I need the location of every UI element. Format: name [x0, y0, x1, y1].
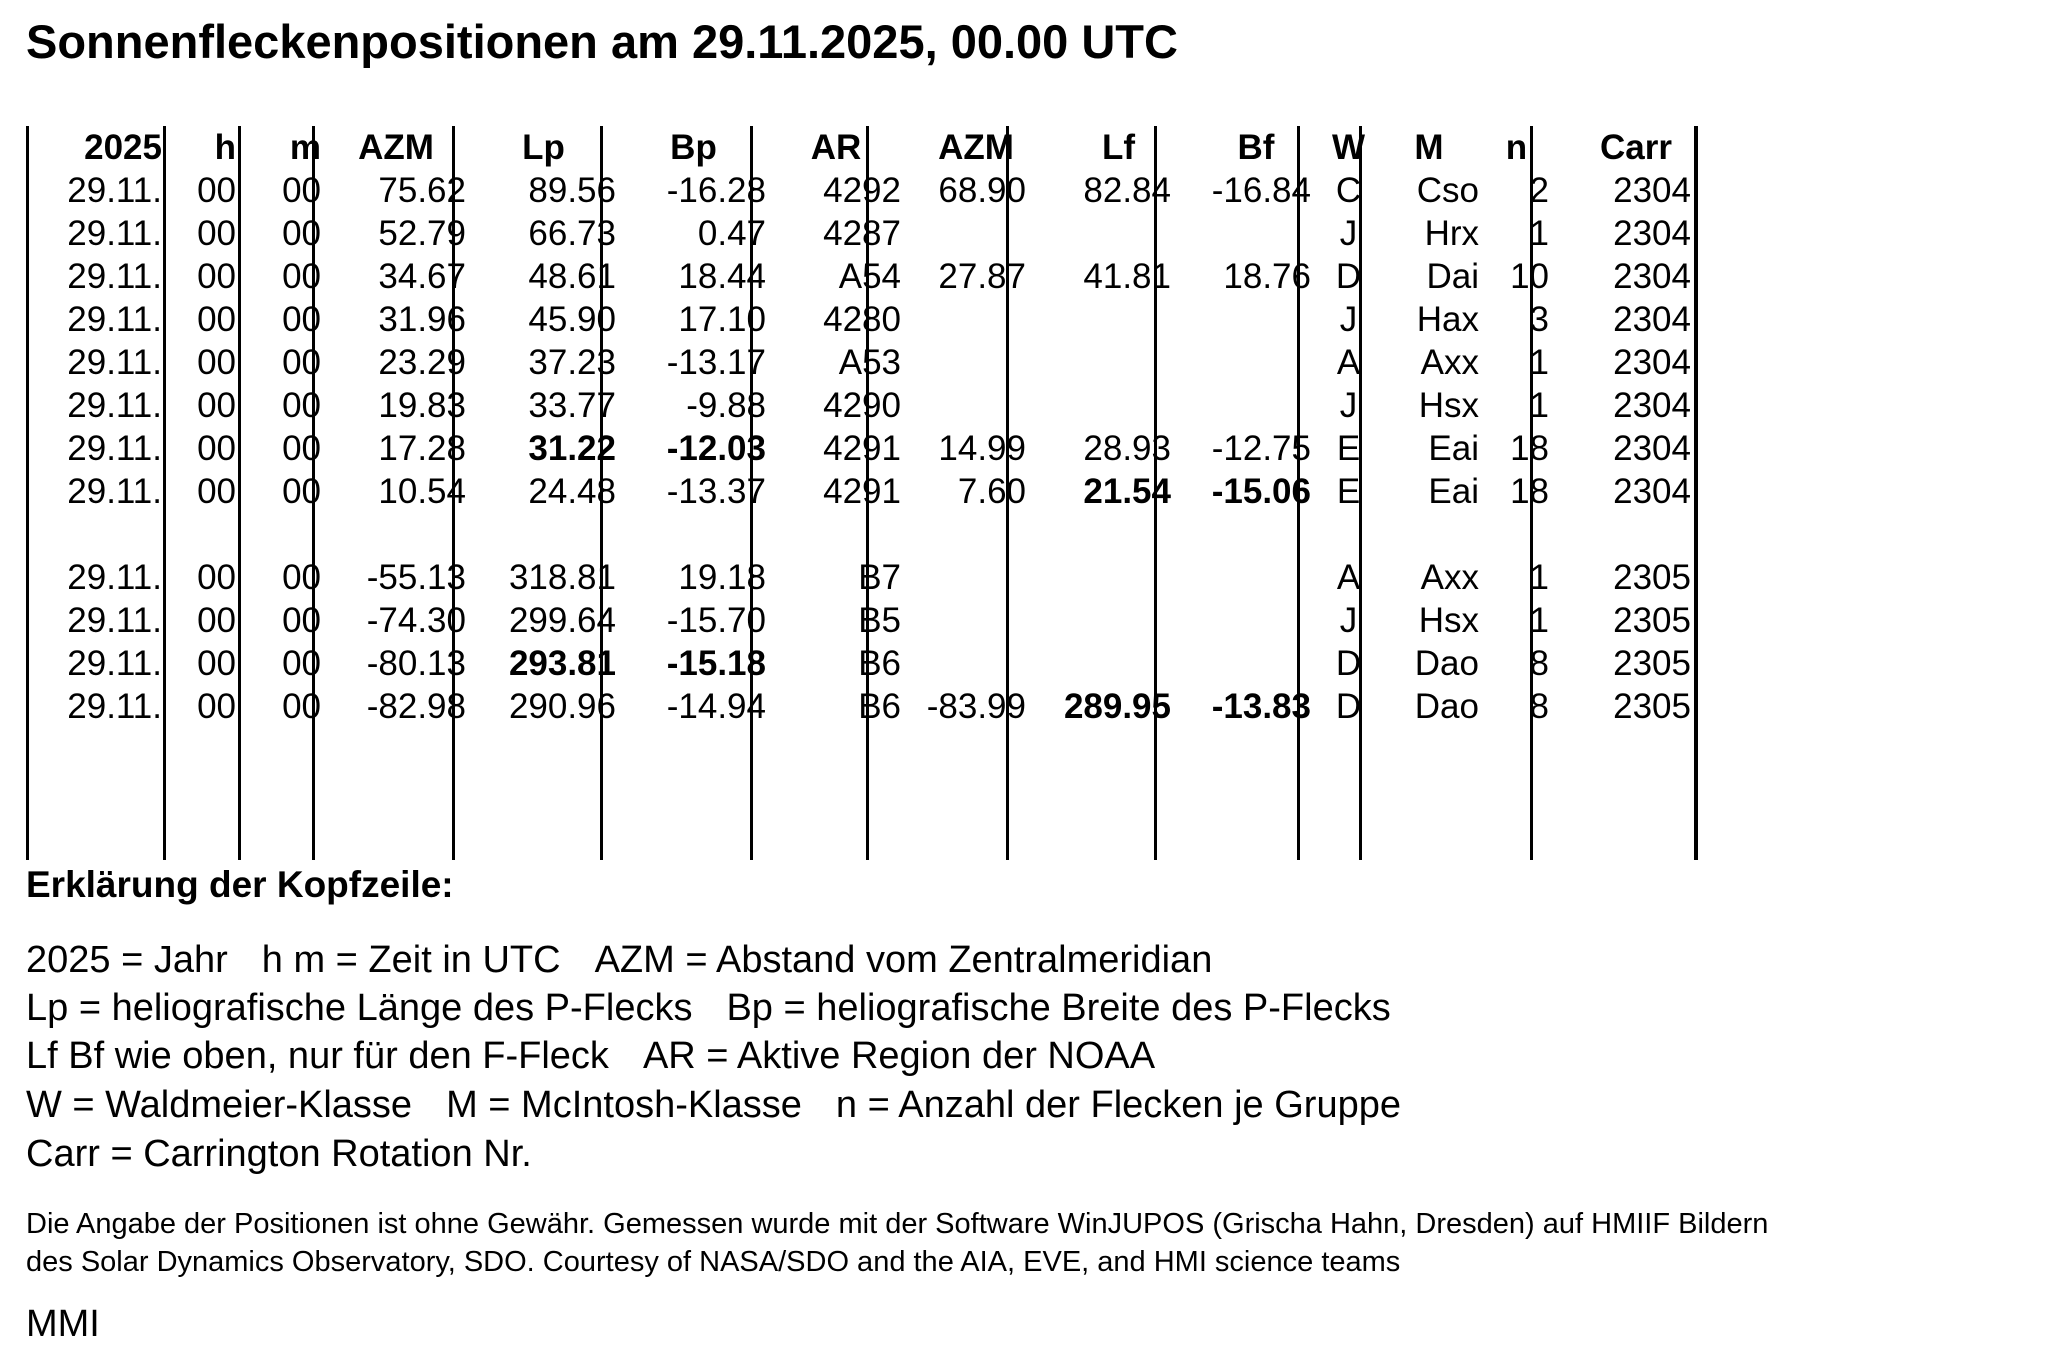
sunspot-table — [26, 126, 1706, 860]
cell-waldmeier: E — [1336, 472, 1361, 511]
explanation-line — [26, 1130, 532, 1178]
cell-carr: 2304 — [1613, 343, 1691, 382]
cell-carr: 2304 — [1613, 386, 1691, 425]
cell-ar: B6 — [858, 644, 901, 683]
cell-n: 18 — [1510, 472, 1549, 511]
cell-carr: 2304 — [1613, 300, 1691, 339]
header-year: 2025 — [84, 128, 162, 167]
cell-waldmeier: J — [1339, 601, 1358, 640]
cell-carr: 2304 — [1613, 257, 1691, 296]
cell-year: 29.11. — [67, 429, 162, 468]
cell-mcintosh: Hrx — [1424, 214, 1479, 253]
cell-hour: 00 — [197, 214, 236, 253]
header-minute: m — [289, 128, 321, 167]
cell-azm-p: 19.83 — [378, 386, 466, 425]
cell-ar: 4292 — [823, 171, 901, 210]
cell-carr: 2305 — [1613, 558, 1691, 597]
explanation-entry: M = McIntosh-Klasse — [446, 1084, 802, 1126]
cell-azm-f: 14.99 — [938, 429, 1026, 468]
cell-n: 18 — [1510, 429, 1549, 468]
cell-mcintosh: Axx — [1420, 558, 1479, 597]
cell-bf: 18.76 — [1223, 257, 1311, 296]
cell-bp: -12.03 — [666, 429, 766, 468]
cell-carr: 2305 — [1613, 687, 1691, 726]
cell-azm-p: -74.30 — [366, 601, 466, 640]
cell-year: 29.11. — [67, 171, 162, 210]
header-azm-f: AZM — [938, 128, 1014, 167]
cell-azm-p: -82.98 — [366, 687, 466, 726]
cell-azm-p: 75.62 — [378, 171, 466, 210]
cell-minute: 00 — [282, 300, 321, 339]
header-lf: Lf — [1101, 128, 1136, 167]
cell-year: 29.11. — [67, 386, 162, 425]
cell-bp: 19.18 — [678, 558, 766, 597]
cell-waldmeier: D — [1335, 644, 1362, 683]
cell-hour: 00 — [197, 472, 236, 511]
cell-bf: -13.83 — [1211, 687, 1311, 726]
cell-year: 29.11. — [67, 343, 162, 382]
cell-hour: 00 — [197, 558, 236, 597]
cell-waldmeier: J — [1339, 214, 1358, 253]
cell-n: 1 — [1529, 343, 1549, 382]
cell-year: 29.11. — [67, 558, 162, 597]
header-bf: Bf — [1237, 128, 1275, 167]
cell-mcintosh: Cso — [1416, 171, 1479, 210]
cell-n: 8 — [1529, 644, 1549, 683]
header-lp: Lp — [522, 128, 565, 167]
disclaimer-line: des Solar Dynamics Observatory, SDO. Courtesy of NASA/SDO and the AIA, EVE, and HMI science teams — [26, 1246, 1401, 1278]
cell-lp: 24.48 — [528, 472, 616, 511]
explanation-line — [26, 1032, 1155, 1080]
cell-azm-p: 23.29 — [378, 343, 466, 382]
header-azm-p: AZM — [358, 128, 434, 167]
cell-bp: -14.94 — [666, 687, 766, 726]
cell-mcintosh: Axx — [1420, 343, 1479, 382]
cell-azm-p: 17.28 — [378, 429, 466, 468]
cell-bp: 0.47 — [697, 214, 766, 253]
header-hour: h — [214, 128, 236, 167]
explanation-entry: Carr = Carrington Rotation Nr. — [26, 1133, 532, 1175]
cell-hour: 00 — [197, 429, 236, 468]
explanation-heading: Erklärung der Kopfzeile: — [26, 864, 454, 905]
cell-lp: 45.90 — [528, 300, 616, 339]
cell-minute: 00 — [282, 429, 321, 468]
cell-lp: 31.22 — [528, 429, 616, 468]
cell-minute: 00 — [282, 386, 321, 425]
table-column-rule — [1694, 126, 1698, 860]
cell-mcintosh: Hsx — [1418, 601, 1479, 640]
cell-ar: B7 — [858, 558, 901, 597]
cell-ar: B6 — [858, 687, 901, 726]
cell-azm-f: 68.90 — [938, 171, 1026, 210]
cell-lp: 293.81 — [508, 644, 616, 683]
cell-n: 1 — [1529, 558, 1549, 597]
cell-minute: 00 — [282, 171, 321, 210]
cell-waldmeier: E — [1336, 429, 1361, 468]
header-carr: Carr — [1600, 128, 1672, 167]
explanation-entry: h m = Zeit in UTC — [261, 939, 561, 981]
cell-lp: 290.96 — [508, 687, 616, 726]
cell-carr: 2304 — [1613, 429, 1691, 468]
cell-hour: 00 — [197, 257, 236, 296]
cell-azm-p: 52.79 — [378, 214, 466, 253]
explanation-entry: W = Waldmeier-Klasse — [26, 1084, 413, 1126]
cell-lp: 37.23 — [528, 343, 616, 382]
cell-bp: -16.28 — [666, 171, 766, 210]
cell-year: 29.11. — [67, 472, 162, 511]
cell-year: 29.11. — [67, 687, 162, 726]
cell-waldmeier: D — [1335, 257, 1362, 296]
cell-lf: 28.93 — [1083, 429, 1171, 468]
cell-minute: 00 — [282, 687, 321, 726]
cell-bf: -16.84 — [1211, 171, 1311, 210]
cell-hour: 00 — [197, 343, 236, 382]
cell-carr: 2304 — [1613, 171, 1691, 210]
cell-waldmeier: J — [1339, 300, 1358, 339]
cell-bp: -13.17 — [666, 343, 766, 382]
cell-n: 2 — [1529, 171, 1549, 210]
cell-year: 29.11. — [67, 601, 162, 640]
cell-ar: 4290 — [823, 386, 901, 425]
cell-waldmeier: C — [1335, 171, 1362, 210]
cell-lp: 89.56 — [528, 171, 616, 210]
cell-lf: 21.54 — [1083, 472, 1171, 511]
cell-bp: -15.18 — [666, 644, 766, 683]
page-title: Sonnenfleckenpositionen am 29.11.2025, 00.00 UTC — [26, 15, 1178, 68]
explanation-line — [26, 936, 1212, 984]
cell-azm-p: 31.96 — [378, 300, 466, 339]
cell-n: 3 — [1529, 300, 1549, 339]
cell-ar: 4287 — [823, 214, 901, 253]
cell-azm-p: 10.54 — [378, 472, 466, 511]
cell-year: 29.11. — [67, 214, 162, 253]
cell-bf: -12.75 — [1211, 429, 1311, 468]
cell-minute: 00 — [282, 257, 321, 296]
cell-minute: 00 — [282, 558, 321, 597]
cell-lp: 66.73 — [528, 214, 616, 253]
cell-hour: 00 — [197, 601, 236, 640]
cell-mcintosh: Hax — [1416, 300, 1479, 339]
cell-bp: -13.37 — [666, 472, 766, 511]
explanation-entry: AR = Aktive Region der NOAA — [642, 1035, 1156, 1077]
cell-bp: -9.88 — [686, 386, 766, 425]
cell-mcintosh: Eai — [1428, 429, 1479, 468]
cell-bp: 18.44 — [678, 257, 766, 296]
cell-minute: 00 — [282, 472, 321, 511]
explanation-entry: n = Anzahl der Flecken je Gruppe — [835, 1084, 1401, 1126]
cell-minute: 00 — [282, 601, 321, 640]
cell-mcintosh: Dai — [1426, 257, 1479, 296]
cell-lp: 299.64 — [508, 601, 616, 640]
cell-waldmeier: A — [1336, 343, 1361, 382]
author-signature: MMI — [26, 1303, 100, 1345]
cell-azm-p: 34.67 — [378, 257, 466, 296]
cell-mcintosh: Dao — [1414, 687, 1479, 726]
cell-bf: -15.06 — [1211, 472, 1311, 511]
cell-ar: 4291 — [823, 429, 901, 468]
cell-lp: 318.81 — [508, 558, 616, 597]
disclaimer-line: Die Angabe der Positionen ist ohne Gewähr. Gemessen wurde mit der Software WinJUPOS (Grischa Hahn, Dresden) auf HMIIF Bildern — [26, 1208, 1769, 1240]
cell-azm-p: -80.13 — [366, 644, 466, 683]
cell-year: 29.11. — [67, 257, 162, 296]
cell-azm-f: -83.99 — [926, 687, 1026, 726]
cell-minute: 00 — [282, 644, 321, 683]
cell-lf: 41.81 — [1083, 257, 1171, 296]
cell-ar: 4291 — [823, 472, 901, 511]
cell-lp: 33.77 — [528, 386, 616, 425]
cell-n: 1 — [1529, 214, 1549, 253]
cell-hour: 00 — [197, 171, 236, 210]
cell-mcintosh: Eai — [1428, 472, 1479, 511]
explanation-entry: AZM = Abstand vom Zentralmeridian — [594, 939, 1213, 981]
cell-lp: 48.61 — [528, 257, 616, 296]
explanation-entry: Lf Bf wie oben, nur für den F-Fleck — [26, 1035, 609, 1077]
cell-azm-f: 27.87 — [938, 257, 1026, 296]
cell-lf: 289.95 — [1063, 687, 1171, 726]
cell-ar: B5 — [858, 601, 901, 640]
header-ar: AR — [810, 128, 862, 167]
explanation-entry: Bp = heliografische Breite des P-Flecks — [726, 987, 1391, 1029]
cell-azm-p: -55.13 — [366, 558, 466, 597]
header-mcintosh: M — [1414, 128, 1444, 167]
cell-minute: 00 — [282, 343, 321, 382]
cell-waldmeier: D — [1335, 687, 1362, 726]
cell-ar: A53 — [838, 343, 901, 382]
cell-bp: -15.70 — [666, 601, 766, 640]
cell-carr: 2305 — [1613, 644, 1691, 683]
cell-ar: 4280 — [823, 300, 901, 339]
explanation-line — [26, 984, 1391, 1032]
explanation-entry: 2025 = Jahr — [26, 939, 228, 981]
header-waldmeier: W — [1331, 128, 1366, 167]
cell-hour: 00 — [197, 687, 236, 726]
explanation-entry: Lp = heliografische Länge des P-Flecks — [26, 987, 693, 1029]
cell-azm-f: 7.60 — [957, 472, 1026, 511]
cell-year: 29.11. — [67, 644, 162, 683]
cell-minute: 00 — [282, 214, 321, 253]
cell-bp: 17.10 — [678, 300, 766, 339]
header-n: n — [1505, 128, 1528, 167]
cell-mcintosh: Hsx — [1418, 386, 1479, 425]
cell-ar: A54 — [838, 257, 901, 296]
cell-n: 1 — [1529, 601, 1549, 640]
cell-lf: 82.84 — [1083, 171, 1171, 210]
cell-waldmeier: J — [1339, 386, 1358, 425]
cell-waldmeier: A — [1336, 558, 1361, 597]
cell-carr: 2304 — [1613, 214, 1691, 253]
header-bp: Bp — [670, 128, 717, 167]
explanation-line — [26, 1081, 1401, 1129]
cell-n: 8 — [1529, 687, 1549, 726]
cell-hour: 00 — [197, 300, 236, 339]
cell-n: 10 — [1510, 257, 1549, 296]
cell-carr: 2304 — [1613, 472, 1691, 511]
table-column-rule — [26, 126, 29, 860]
cell-n: 1 — [1529, 386, 1549, 425]
cell-carr: 2305 — [1613, 601, 1691, 640]
cell-hour: 00 — [197, 644, 236, 683]
cell-mcintosh: Dao — [1414, 644, 1479, 683]
cell-year: 29.11. — [67, 300, 162, 339]
cell-hour: 00 — [197, 386, 236, 425]
